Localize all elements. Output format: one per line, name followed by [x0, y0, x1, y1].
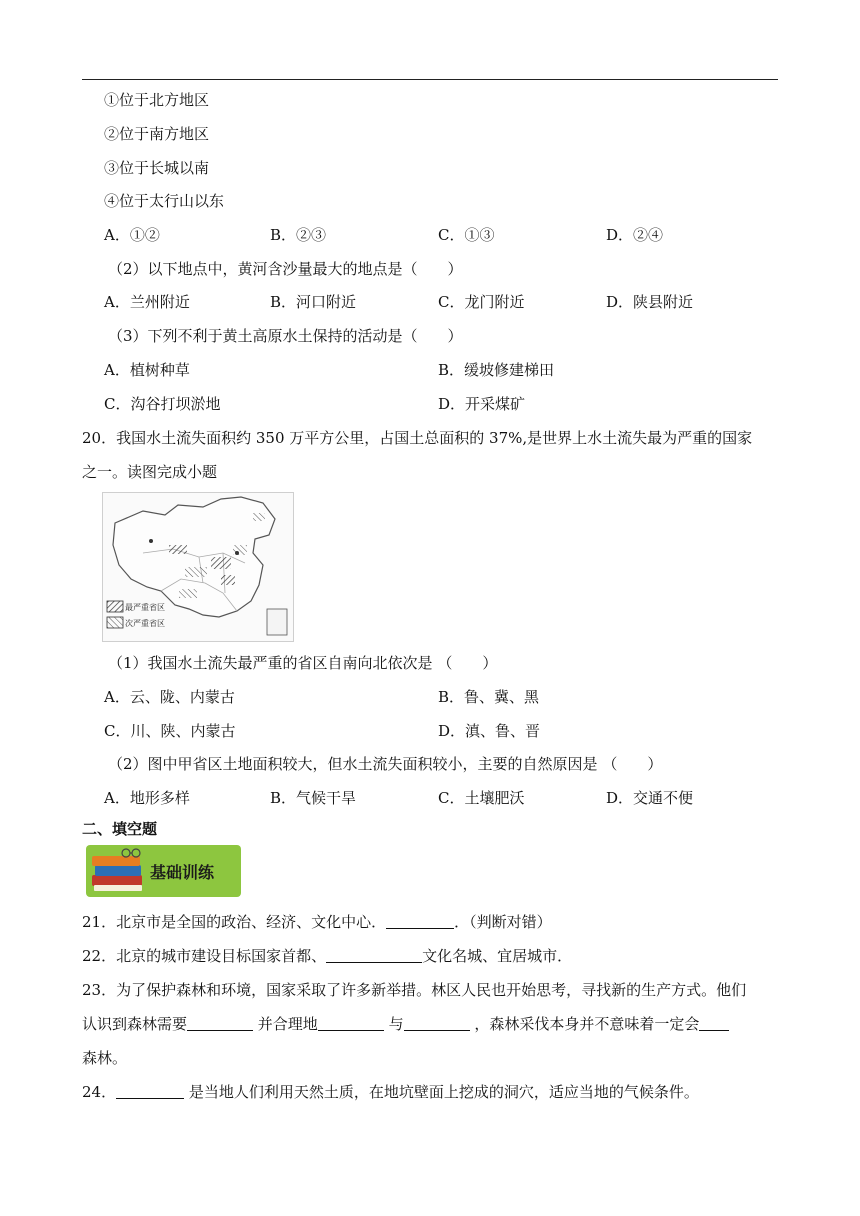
- question-number: 22．: [82, 947, 117, 965]
- question-20-line-1: 20．我国水土流失面积约 350 万平方公里，占国土总面积的 37%,是世界上水土流失最为严重的国家: [82, 429, 753, 447]
- question-22: [82, 946, 572, 966]
- statement-4: ④位于太行山以东: [104, 192, 225, 210]
- answer-blank[interactable]: [404, 1014, 470, 1031]
- china-map-drawing: [103, 493, 293, 641]
- option-a: A．云、陇、内蒙古: [104, 688, 235, 706]
- question-text: 北京市是全国的政治、经济、文化中心．: [116, 913, 387, 931]
- question-text: 文化名城、宜居城市．: [422, 947, 573, 965]
- badge-label: 基础训练: [150, 863, 215, 882]
- header-rule: [82, 79, 778, 80]
- question-24: [82, 1082, 699, 1102]
- statement-2: ②位于南方地区: [104, 125, 210, 143]
- question-number: 24．: [82, 1083, 117, 1101]
- question-number: 23．: [82, 981, 117, 999]
- option-c: C．川、陕、内蒙古: [104, 722, 236, 740]
- option-c: C．龙门附近: [438, 293, 525, 311]
- option-d: D．交通不便: [606, 789, 694, 807]
- option-b: B．②③: [270, 226, 327, 244]
- answer-blank[interactable]: [187, 1014, 253, 1031]
- answer-blank[interactable]: [386, 912, 454, 929]
- question-text: 与: [383, 1015, 404, 1033]
- option-a: A．植树种草: [104, 361, 190, 379]
- option-a: A．①②: [104, 226, 160, 244]
- option-b: B．气候干旱: [270, 789, 357, 807]
- legend-label-2: 次严重省区: [125, 619, 165, 628]
- sub-question-2: （2）图中甲省区土地面积较大，但水土流失面积较小，主要的自然原因是 （ ）: [108, 755, 663, 773]
- question-text: 是当地人们利用天然土质，在地坑壁面上挖成的洞穴，适应当地的气候条件。: [184, 1083, 699, 1101]
- answer-blank[interactable]: [116, 1082, 184, 1099]
- answer-blank[interactable]: [326, 946, 422, 963]
- question-23-line-3: 森林。: [82, 1049, 128, 1067]
- legend-label-1: 最严重省区: [125, 603, 165, 612]
- question-number: 21．: [82, 913, 117, 931]
- option-b: B．河口附近: [270, 293, 357, 311]
- question-23-line-2: [82, 1014, 729, 1034]
- option-c: C．①③: [438, 226, 495, 244]
- option-a: A．地形多样: [104, 789, 190, 807]
- question-text: 认识到森林需要: [82, 1015, 188, 1033]
- sub-question-3: （3）下列不利于黄土高原水土保持的活动是（ ）: [108, 327, 463, 345]
- statement-1: ①位于北方地区: [104, 91, 210, 109]
- option-b: B．缓坡修建梯田: [438, 361, 555, 379]
- option-d: D．开采煤矿: [438, 395, 526, 413]
- question-23-line-1: [82, 980, 746, 1000]
- question-text: 北京的城市建设目标国家首都、: [116, 947, 327, 965]
- option-c: C．沟谷打坝淤地: [104, 395, 221, 413]
- sub-question-2: （2）以下地点中，黄河含沙量最大的地点是（ ）: [108, 260, 463, 278]
- question-text: ，森林采伐本身并不意味着一定会: [469, 1015, 700, 1033]
- answer-blank[interactable]: [318, 1014, 384, 1031]
- question-text: 并合理地: [253, 1015, 318, 1033]
- option-d: D．陕县附近: [606, 293, 694, 311]
- question-20-line-2: 之一。读图完成小题: [82, 463, 218, 481]
- question-21: [82, 912, 552, 932]
- statement-3: ③位于长城以南: [104, 159, 210, 177]
- question-text: 为了保护森林和环境，国家采取了许多新举措。林区人民也开始思考，寻找新的生产方式。他们: [116, 981, 747, 999]
- basic-training-badge: [86, 845, 241, 897]
- answer-blank[interactable]: [699, 1014, 729, 1031]
- option-c: C．土壤肥沃: [438, 789, 525, 807]
- section-title: 二、填空题: [82, 820, 158, 838]
- sub-question-1: （1）我国水土流失最严重的省区自南向北依次是 （ ）: [108, 654, 498, 672]
- china-soil-erosion-map: [102, 492, 294, 642]
- option-a: A．兰州附近: [104, 293, 190, 311]
- option-d: D．滇、鲁、晋: [438, 722, 541, 740]
- option-d: D．②④: [606, 226, 664, 244]
- option-b: B．鲁、冀、黑: [438, 688, 540, 706]
- question-text: ．（判断对错）: [454, 913, 552, 931]
